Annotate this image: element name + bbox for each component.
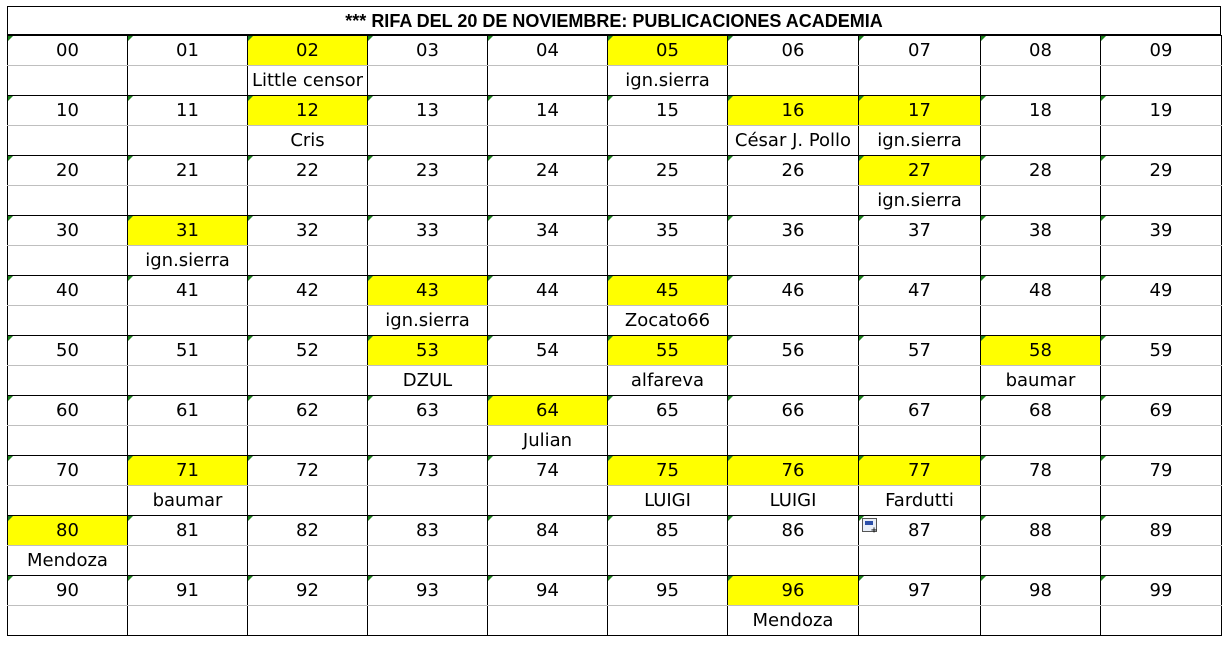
number-cell-35[interactable]: 35 xyxy=(608,216,728,246)
name-cell-07[interactable] xyxy=(859,66,981,96)
name-cell-22[interactable] xyxy=(248,186,368,216)
name-cell-85[interactable] xyxy=(608,546,728,576)
participant-name: Mendoza xyxy=(27,550,108,571)
number-cell-34[interactable]: 34 xyxy=(488,216,608,246)
name-cell-35[interactable] xyxy=(608,246,728,276)
name-cell-77[interactable] xyxy=(859,486,981,516)
number-row xyxy=(8,396,1222,426)
number-cell-84[interactable]: 84 xyxy=(488,516,608,546)
number-cell-22[interactable]: 22 xyxy=(248,156,368,186)
participant-name: Mendoza xyxy=(752,610,834,631)
name-cell-13[interactable] xyxy=(368,126,488,156)
name-cell-87[interactable] xyxy=(859,546,981,576)
name-cell-32[interactable] xyxy=(248,246,368,276)
number-row xyxy=(8,156,1222,186)
name-cell-05[interactable] xyxy=(608,66,728,96)
participant-name: ign.sierra xyxy=(385,310,470,331)
sheet-title[interactable]: *** RIFA DEL 20 DE NOVIEMBRE: PUBLICACIONES ACADEMIA xyxy=(7,6,1221,35)
number-cell-33[interactable]: 33 xyxy=(368,216,488,246)
participant-name: César J. Pollo xyxy=(734,130,852,151)
number-cell-45[interactable]: 45 xyxy=(608,276,728,306)
participant-name: Julian xyxy=(522,430,573,451)
name-cell-56[interactable] xyxy=(728,366,859,396)
name-cell-60[interactable] xyxy=(8,426,128,456)
number-cell-77[interactable]: 77 xyxy=(859,456,981,486)
number-cell-05[interactable]: 05 xyxy=(608,36,728,66)
participant-name: LUIGI xyxy=(769,490,817,511)
number-cell-49[interactable]: 49 xyxy=(1101,276,1222,306)
name-cell-86[interactable] xyxy=(728,546,859,576)
name-cell-37[interactable] xyxy=(859,246,981,276)
name-row xyxy=(8,126,1222,156)
name-cell-17[interactable] xyxy=(859,126,981,156)
name-row xyxy=(8,546,1222,576)
number-cell-12[interactable]: 12 xyxy=(248,96,368,126)
number-cell-48[interactable]: 48 xyxy=(981,276,1101,306)
name-cell-93[interactable] xyxy=(368,606,488,636)
name-cell-98[interactable] xyxy=(981,606,1101,636)
name-cell-28[interactable] xyxy=(981,186,1101,216)
number-cell-51[interactable]: 51 xyxy=(128,336,248,366)
name-cell-42[interactable] xyxy=(248,306,368,336)
name-cell-43[interactable] xyxy=(368,306,488,336)
number-cell-60[interactable]: 60 xyxy=(8,396,128,426)
name-cell-39[interactable] xyxy=(1101,246,1222,276)
name-cell-91[interactable] xyxy=(128,606,248,636)
number-cell-97[interactable]: 97 xyxy=(859,576,981,606)
number-cell-21[interactable]: 21 xyxy=(128,156,248,186)
number-cell-25[interactable]: 25 xyxy=(608,156,728,186)
name-cell-94[interactable] xyxy=(488,606,608,636)
participant-name: LUIGI xyxy=(644,490,691,511)
participant-name: baumar xyxy=(152,490,223,511)
number-cell-06[interactable]: 06 xyxy=(728,36,859,66)
name-cell-21[interactable] xyxy=(128,186,248,216)
participant-name: DZUL xyxy=(402,370,453,391)
name-cell-58[interactable] xyxy=(981,366,1101,396)
name-row xyxy=(8,366,1222,396)
name-cell-12[interactable] xyxy=(248,126,368,156)
number-row xyxy=(8,216,1222,246)
number-cell-81[interactable]: 81 xyxy=(128,516,248,546)
number-cell-13[interactable]: 13 xyxy=(368,96,488,126)
number-cell-09[interactable]: 09 xyxy=(1101,36,1222,66)
number-cell-29[interactable]: 29 xyxy=(1101,156,1222,186)
name-cell-55[interactable] xyxy=(608,366,728,396)
number-cell-18[interactable]: 18 xyxy=(981,96,1101,126)
name-cell-18[interactable] xyxy=(981,126,1101,156)
number-cell-91[interactable]: 91 xyxy=(128,576,248,606)
name-cell-82[interactable] xyxy=(248,546,368,576)
name-cell-62[interactable] xyxy=(248,426,368,456)
name-cell-03[interactable] xyxy=(368,66,488,96)
number-row xyxy=(8,576,1222,606)
number-cell-53[interactable]: 53 xyxy=(368,336,488,366)
name-cell-75[interactable] xyxy=(608,486,728,516)
number-cell-88[interactable]: 88 xyxy=(981,516,1101,546)
number-cell-47[interactable]: 47 xyxy=(859,276,981,306)
number-cell-02[interactable]: 02 xyxy=(248,36,368,66)
number-cell-65[interactable]: 65 xyxy=(608,396,728,426)
name-cell-44[interactable] xyxy=(488,306,608,336)
name-cell-00[interactable] xyxy=(8,66,128,96)
name-cell-72[interactable] xyxy=(248,486,368,516)
number-cell-08[interactable]: 08 xyxy=(981,36,1101,66)
raffle-grid xyxy=(7,35,1222,636)
paste-options-icon[interactable] xyxy=(862,518,877,532)
name-cell-33[interactable] xyxy=(368,246,488,276)
name-cell-73[interactable] xyxy=(368,486,488,516)
number-cell-07[interactable]: 07 xyxy=(859,36,981,66)
number-cell-41[interactable]: 41 xyxy=(128,276,248,306)
number-cell-86[interactable]: 86 xyxy=(728,516,859,546)
name-cell-74[interactable] xyxy=(488,486,608,516)
number-row xyxy=(8,276,1222,306)
number-cell-44[interactable]: 44 xyxy=(488,276,608,306)
number-cell-69[interactable]: 69 xyxy=(1101,396,1222,426)
number-cell-61[interactable]: 61 xyxy=(128,396,248,426)
name-cell-01[interactable] xyxy=(128,66,248,96)
name-cell-96[interactable] xyxy=(728,606,859,636)
name-cell-34[interactable] xyxy=(488,246,608,276)
number-cell-39[interactable]: 39 xyxy=(1101,216,1222,246)
number-cell-74[interactable]: 74 xyxy=(488,456,608,486)
number-cell-82[interactable]: 82 xyxy=(248,516,368,546)
name-cell-30[interactable] xyxy=(8,246,128,276)
number-cell-87[interactable]: 87 + xyxy=(859,516,981,546)
number-cell-59[interactable]: 59 xyxy=(1101,336,1222,366)
name-cell-40[interactable] xyxy=(8,306,128,336)
name-cell-97[interactable] xyxy=(859,606,981,636)
number-cell-04[interactable]: 04 xyxy=(488,36,608,66)
number-cell-96[interactable]: 96 xyxy=(728,576,859,606)
number-cell-68[interactable]: 68 xyxy=(981,396,1101,426)
number-cell-98[interactable]: 98 xyxy=(981,576,1101,606)
participant-name: Cris xyxy=(290,130,325,151)
number-cell-16[interactable]: 16 xyxy=(728,96,859,126)
name-cell-08[interactable] xyxy=(981,66,1101,96)
name-cell-47[interactable] xyxy=(859,306,981,336)
number-cell-15[interactable]: 15 xyxy=(608,96,728,126)
participant-name: ign.sierra xyxy=(625,70,710,91)
number-cell-26[interactable]: 26 xyxy=(728,156,859,186)
name-cell-41[interactable] xyxy=(128,306,248,336)
number-cell-89[interactable]: 89 xyxy=(1101,516,1222,546)
number-cell-58[interactable]: 58 xyxy=(981,336,1101,366)
number-cell-46[interactable]: 46 xyxy=(728,276,859,306)
number-cell-83[interactable]: 83 xyxy=(368,516,488,546)
number-cell-27[interactable]: 27 xyxy=(859,156,981,186)
participant-name: baumar xyxy=(1005,370,1076,391)
name-cell-65[interactable] xyxy=(608,426,728,456)
name-cell-27[interactable] xyxy=(859,186,981,216)
name-cell-64[interactable] xyxy=(488,426,608,456)
number-cell-20[interactable]: 20 xyxy=(8,156,128,186)
participant-name: ign.sierra xyxy=(145,250,230,271)
name-cell-84[interactable] xyxy=(488,546,608,576)
number-cell-38[interactable]: 38 xyxy=(981,216,1101,246)
number-cell-66[interactable]: 66 xyxy=(728,396,859,426)
name-row xyxy=(8,486,1222,516)
name-cell-16[interactable] xyxy=(728,126,859,156)
number-cell-00[interactable]: 00 xyxy=(8,36,128,66)
name-cell-80[interactable] xyxy=(8,546,128,576)
number-cell-36[interactable]: 36 xyxy=(728,216,859,246)
number-cell-90[interactable]: 90 xyxy=(8,576,128,606)
name-cell-69[interactable] xyxy=(1101,426,1222,456)
number-cell-30[interactable]: 30 xyxy=(8,216,128,246)
name-cell-36[interactable] xyxy=(728,246,859,276)
number-row xyxy=(8,96,1222,126)
number-cell-70[interactable]: 70 xyxy=(8,456,128,486)
number-cell-79[interactable]: 79 xyxy=(1101,456,1222,486)
name-cell-92[interactable] xyxy=(248,606,368,636)
number-cell-99[interactable]: 99 xyxy=(1101,576,1222,606)
number-cell-94[interactable]: 94 xyxy=(488,576,608,606)
name-row xyxy=(8,186,1222,216)
name-cell-71[interactable] xyxy=(128,486,248,516)
number-cell-76[interactable]: 76 xyxy=(728,456,859,486)
name-cell-70[interactable] xyxy=(8,486,128,516)
participant-name: Little censor xyxy=(251,70,364,91)
name-cell-50[interactable] xyxy=(8,366,128,396)
name-cell-57[interactable] xyxy=(859,366,981,396)
name-cell-31[interactable] xyxy=(128,246,248,276)
name-cell-83[interactable] xyxy=(368,546,488,576)
number-cell-75[interactable]: 75 xyxy=(608,456,728,486)
number-cell-01[interactable]: 01 xyxy=(128,36,248,66)
number-cell-85[interactable]: 85 xyxy=(608,516,728,546)
name-cell-14[interactable] xyxy=(488,126,608,156)
number-cell-72[interactable]: 72 xyxy=(248,456,368,486)
name-cell-79[interactable] xyxy=(1101,486,1222,516)
name-cell-11[interactable] xyxy=(128,126,248,156)
name-cell-81[interactable] xyxy=(128,546,248,576)
number-cell-80[interactable]: 80 xyxy=(8,516,128,546)
name-cell-63[interactable] xyxy=(368,426,488,456)
number-cell-11[interactable]: 11 xyxy=(128,96,248,126)
number-cell-64[interactable]: 64 xyxy=(488,396,608,426)
name-cell-09[interactable] xyxy=(1101,66,1222,96)
participant-name: ign.sierra xyxy=(877,130,962,151)
number-cell-43[interactable]: 43 xyxy=(368,276,488,306)
number-row xyxy=(8,456,1222,486)
name-cell-49[interactable] xyxy=(1101,306,1222,336)
name-row xyxy=(8,246,1222,276)
participant-name: ign.sierra xyxy=(877,190,962,211)
participant-name: Zocato66 xyxy=(624,310,711,331)
name-cell-06[interactable] xyxy=(728,66,859,96)
number-cell-52[interactable]: 52 xyxy=(248,336,368,366)
name-cell-46[interactable] xyxy=(728,306,859,336)
name-cell-02[interactable] xyxy=(248,66,368,96)
name-cell-48[interactable] xyxy=(981,306,1101,336)
name-row xyxy=(8,306,1222,336)
number-cell-31[interactable]: 31 xyxy=(128,216,248,246)
number-cell-67[interactable]: 67 xyxy=(859,396,981,426)
number-cell-71[interactable]: 71 xyxy=(128,456,248,486)
number-cell-14[interactable]: 14 xyxy=(488,96,608,126)
number-cell-23[interactable]: 23 xyxy=(368,156,488,186)
number-cell-57[interactable]: 57 xyxy=(859,336,981,366)
name-cell-24[interactable] xyxy=(488,186,608,216)
name-cell-66[interactable] xyxy=(728,426,859,456)
number-cell-24[interactable]: 24 xyxy=(488,156,608,186)
name-cell-99[interactable] xyxy=(1101,606,1222,636)
name-cell-51[interactable] xyxy=(128,366,248,396)
participant-name: Fardutti xyxy=(885,490,954,511)
raffle-sheet xyxy=(7,6,1221,635)
name-cell-53[interactable] xyxy=(368,366,488,396)
number-cell-55[interactable]: 55 xyxy=(608,336,728,366)
number-row xyxy=(8,336,1222,366)
number-cell-42[interactable]: 42 xyxy=(248,276,368,306)
participant-name: alfareva xyxy=(630,370,705,391)
number-cell-19[interactable]: 19 xyxy=(1101,96,1222,126)
number-cell-32[interactable]: 32 xyxy=(248,216,368,246)
name-cell-76[interactable] xyxy=(728,486,859,516)
name-cell-88[interactable] xyxy=(981,546,1101,576)
number-cell-37[interactable]: 37 xyxy=(859,216,981,246)
number-cell-56[interactable]: 56 xyxy=(728,336,859,366)
number-row xyxy=(8,516,1222,546)
name-row xyxy=(8,606,1222,636)
name-cell-67[interactable] xyxy=(859,426,981,456)
number-cell-17[interactable]: 17 xyxy=(859,96,981,126)
name-cell-25[interactable] xyxy=(608,186,728,216)
number-cell-40[interactable]: 40 xyxy=(8,276,128,306)
name-cell-38[interactable] xyxy=(981,246,1101,276)
number-cell-50[interactable]: 50 xyxy=(8,336,128,366)
number-cell-10[interactable]: 10 xyxy=(8,96,128,126)
name-cell-59[interactable] xyxy=(1101,366,1222,396)
name-cell-52[interactable] xyxy=(248,366,368,396)
name-cell-26[interactable] xyxy=(728,186,859,216)
number-cell-78[interactable]: 78 xyxy=(981,456,1101,486)
name-cell-90[interactable] xyxy=(8,606,128,636)
name-cell-54[interactable] xyxy=(488,366,608,396)
number-cell-92[interactable]: 92 xyxy=(248,576,368,606)
name-cell-68[interactable] xyxy=(981,426,1101,456)
name-cell-10[interactable] xyxy=(8,126,128,156)
number-cell-54[interactable]: 54 xyxy=(488,336,608,366)
name-cell-20[interactable] xyxy=(8,186,128,216)
number-cell-63[interactable]: 63 xyxy=(368,396,488,426)
name-cell-78[interactable] xyxy=(981,486,1101,516)
number-cell-95[interactable]: 95 xyxy=(608,576,728,606)
number-cell-62[interactable]: 62 xyxy=(248,396,368,426)
number-cell-93[interactable]: 93 xyxy=(368,576,488,606)
name-cell-04[interactable] xyxy=(488,66,608,96)
name-row xyxy=(8,66,1222,96)
name-cell-19[interactable] xyxy=(1101,126,1222,156)
name-cell-23[interactable] xyxy=(368,186,488,216)
number-cell-03[interactable]: 03 xyxy=(368,36,488,66)
name-cell-61[interactable] xyxy=(128,426,248,456)
name-row xyxy=(8,426,1222,456)
name-cell-29[interactable] xyxy=(1101,186,1222,216)
number-cell-28[interactable]: 28 xyxy=(981,156,1101,186)
name-cell-89[interactable] xyxy=(1101,546,1222,576)
number-row xyxy=(8,36,1222,66)
name-cell-95[interactable] xyxy=(608,606,728,636)
name-cell-45[interactable] xyxy=(608,306,728,336)
name-cell-15[interactable] xyxy=(608,126,728,156)
number-cell-73[interactable]: 73 xyxy=(368,456,488,486)
